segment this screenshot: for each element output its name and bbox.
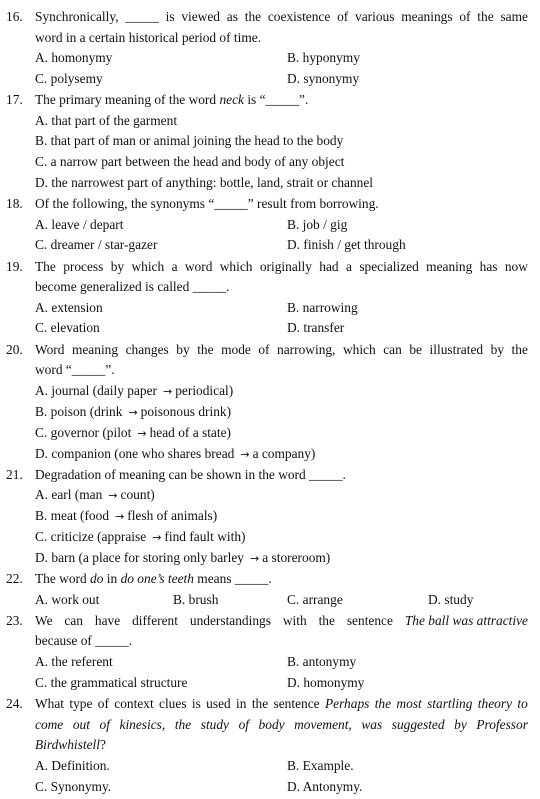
stem-word: with	[282, 613, 307, 628]
option-d[interactable]: D. Antonymy.	[287, 779, 363, 794]
stem-word: of	[97, 696, 109, 711]
option-b[interactable]	[35, 506, 217, 527]
arrow-right-icon: →	[163, 385, 173, 398]
question-number: 20.	[6, 342, 23, 357]
question-stem-line	[35, 735, 106, 755]
stem-italic: out	[72, 717, 90, 732]
stem-word: Synchronically,	[35, 9, 119, 24]
stem-word: clues	[159, 696, 187, 711]
option-target: periodical)	[175, 383, 234, 398]
option-b[interactable]: B. brush	[173, 592, 219, 607]
option-letter: C.	[35, 529, 48, 544]
arrow-right-icon: →	[240, 448, 250, 461]
stem-word: of	[337, 9, 349, 24]
question-stem-line: become generalized is called _____.	[35, 279, 230, 294]
option-d[interactable]: D. study	[428, 592, 474, 607]
stem-word: which	[219, 259, 253, 274]
stem-word: same	[500, 9, 528, 24]
option-word: companion (one who shares bread	[51, 446, 235, 461]
stem-word: which	[131, 259, 165, 274]
stem-word: coexistence	[267, 9, 331, 24]
stem-word: as	[226, 9, 238, 24]
question-number: 24.	[6, 696, 23, 711]
option-a[interactable]	[35, 485, 155, 506]
stem-italic: of	[99, 717, 110, 732]
stem-word: now	[504, 259, 528, 274]
option-word: poison (drink	[50, 404, 123, 419]
stem-italic: most	[396, 696, 422, 711]
stem-word: the	[244, 9, 262, 24]
stem-word: process	[63, 259, 104, 274]
stem-italic: neck	[219, 92, 244, 107]
stem-word: of	[258, 342, 270, 357]
option-letter: A.	[35, 383, 49, 398]
stem-italic: by	[454, 717, 467, 732]
stem-italic: The ball was attractive	[404, 613, 528, 628]
option-letter: D.	[35, 446, 49, 461]
option-letter: C.	[35, 425, 48, 440]
stem-word: illustrated	[429, 342, 484, 357]
stem-word: understandings	[189, 613, 271, 628]
stem-italic: suggested	[391, 717, 445, 732]
stem-word: _____	[125, 9, 159, 24]
stem-italic: the	[174, 717, 192, 732]
stem-word: by	[110, 259, 125, 274]
question-number: 19.	[6, 259, 23, 274]
stem-word: the	[251, 696, 269, 711]
option-b[interactable]: B. antonymy	[287, 654, 357, 669]
stem-word: The	[35, 259, 56, 274]
option-d[interactable]	[35, 548, 330, 569]
option-a[interactable]	[35, 381, 233, 402]
option-b[interactable]: B. job / gig	[287, 217, 348, 232]
option-a[interactable]: A. the referent	[35, 654, 113, 669]
stem-word: used	[206, 696, 231, 711]
stem-word: meanings	[401, 9, 453, 24]
arrow-right-icon: →	[115, 510, 125, 523]
option-word: journal (daily paper	[51, 383, 157, 398]
question-stem-line	[35, 257, 528, 277]
option-b[interactable]: B. Example.	[287, 758, 354, 773]
stem-word: mode	[221, 342, 251, 357]
stem-word: had	[319, 259, 339, 274]
stem-text: The primary meaning of the word	[35, 92, 220, 107]
option-a[interactable]: A. work out	[35, 592, 100, 607]
stem-word: which	[342, 342, 376, 357]
stem-italic: kinesics,	[119, 717, 166, 732]
option-word: earl (man	[51, 487, 103, 502]
stem-word: changes	[125, 342, 169, 357]
stem-word: a	[346, 259, 352, 274]
stem-italic: do	[90, 571, 104, 586]
stem-word: context	[114, 696, 154, 711]
stem-word: the	[477, 9, 494, 24]
option-c[interactable]	[35, 423, 231, 444]
stem-italic: do one’s teeth	[120, 571, 194, 586]
stem-word: meaning	[426, 259, 473, 274]
question-number: 22.	[6, 571, 23, 586]
stem-word: is	[165, 9, 175, 24]
stem-word: narrowing,	[277, 342, 336, 357]
stem-word: What	[35, 696, 64, 711]
option-d[interactable]: D. transfer	[287, 320, 345, 335]
option-target: head of a state)	[149, 425, 231, 440]
option-c[interactable]: C. arrange	[287, 592, 343, 607]
question-number: 18.	[6, 196, 23, 211]
option-c[interactable]: C. polysemy	[35, 71, 103, 86]
stem-word: have	[94, 613, 121, 628]
option-word: governor (pilot	[50, 425, 132, 440]
stem-word: can	[64, 613, 84, 628]
option-b[interactable]: B. narrowing	[287, 300, 358, 315]
option-d[interactable]: D. homonymy	[287, 675, 365, 690]
stem-word: the	[197, 342, 214, 357]
option-c[interactable]: C. Synonymy.	[35, 779, 112, 794]
stem-italic: Professor	[476, 717, 528, 732]
arrow-right-icon: →	[128, 406, 138, 419]
option-target: find fault with)	[164, 529, 246, 544]
stem-word: sentence	[346, 613, 393, 628]
option-d[interactable]: D. the narrowest part of anything: bottle, land, strait or channel	[35, 175, 374, 190]
stem-word: in	[236, 696, 247, 711]
question-stem-line: word “_____”.	[35, 362, 115, 377]
stem-italic: movement,	[294, 717, 352, 732]
option-b[interactable]	[35, 402, 231, 423]
option-a[interactable]: A. homonymy	[35, 50, 113, 65]
option-c[interactable]: C. a narrow part between the head and body of any object	[35, 154, 345, 169]
stem-italic: of	[238, 717, 249, 732]
stem-word: word	[184, 259, 213, 274]
question-stem: Degradation of meaning can be shown in the word _____.	[35, 467, 346, 482]
stem-word: is	[191, 696, 201, 711]
stem-word: sentence	[273, 696, 320, 711]
option-target: poisonous drink)	[140, 404, 232, 419]
stem-italic: theory	[477, 696, 513, 711]
option-target: count)	[120, 487, 155, 502]
stem-italic: body	[258, 717, 285, 732]
option-b[interactable]: B. hyponymy	[287, 50, 360, 65]
stem-word: various	[355, 9, 395, 24]
option-target: flesh of animals)	[127, 508, 218, 523]
arrow-right-icon: →	[152, 531, 162, 544]
stem-word: be	[409, 342, 422, 357]
stem-text: means _____.	[193, 571, 272, 586]
stem-word: specialized	[359, 259, 419, 274]
stem-word: type	[69, 696, 93, 711]
stem-word: has	[479, 259, 498, 274]
option-target: a storeroom)	[262, 550, 331, 565]
stem-text: is “_____”.	[243, 92, 309, 107]
stem-word: the	[318, 613, 335, 628]
question-number: 23.	[6, 613, 23, 628]
question-stem-line	[35, 611, 528, 631]
stem-word: different	[132, 613, 178, 628]
question-stem-line: because of _____.	[35, 633, 133, 648]
stem-word: meaning	[71, 342, 119, 357]
stem-word: can	[383, 342, 402, 357]
option-d[interactable]: D. synonymy	[287, 71, 360, 86]
arrow-right-icon: →	[108, 489, 118, 502]
question-stem-line	[35, 694, 528, 714]
question-stem	[35, 569, 272, 589]
question-stem-line	[35, 340, 528, 360]
stem-word: originally	[259, 259, 312, 274]
option-c[interactable]	[35, 527, 245, 548]
stem-text: The word	[35, 571, 91, 586]
option-b[interactable]: B. that part of man or animal joining the head to the body	[35, 133, 344, 148]
arrow-right-icon: →	[250, 552, 260, 565]
stem-word: a	[171, 259, 178, 274]
option-c[interactable]: C. the grammatical structure	[35, 675, 188, 690]
stem-italic: to	[517, 696, 528, 711]
option-a[interactable]: A. that part of the garment	[35, 113, 178, 128]
option-word: meat (food	[50, 508, 110, 523]
option-letter: A.	[35, 487, 49, 502]
stem-word: by	[176, 342, 190, 357]
question-number: 21.	[6, 467, 23, 482]
option-c[interactable]: C. dreamer / star-gazer	[35, 237, 158, 252]
option-d[interactable]: D. finish / get through	[287, 237, 406, 252]
option-letter: B.	[35, 508, 48, 523]
question-number: 16.	[6, 9, 23, 24]
option-a[interactable]: A. extension	[35, 300, 103, 315]
stem-italic: was	[361, 717, 383, 732]
stem-word: of	[459, 9, 471, 24]
stem-italic: the	[374, 696, 392, 711]
option-letter: D.	[35, 550, 49, 565]
option-word: barn (a place for storing only barley	[51, 550, 244, 565]
arrow-right-icon: →	[137, 427, 147, 440]
option-target: a company)	[252, 446, 316, 461]
stem-word: We	[35, 613, 53, 628]
question-stem	[35, 90, 308, 110]
stem-italic: Perhaps	[324, 696, 370, 711]
option-a[interactable]: A. leave / depart	[35, 217, 124, 232]
question-stem-line: word in a certain historical period of time.	[35, 30, 262, 45]
option-a[interactable]: A. Definition.	[35, 758, 110, 773]
option-d[interactable]	[35, 444, 315, 465]
stem-italic: come	[35, 717, 64, 732]
stem-italic: Birdwhistell	[35, 737, 100, 752]
stem-text: in	[103, 571, 121, 586]
option-word: criticize (appraise	[50, 529, 147, 544]
question-stem-line	[35, 715, 528, 735]
stem-text: ?	[99, 737, 106, 752]
stem-word: the	[511, 342, 528, 357]
stem-italic: study	[200, 717, 229, 732]
stem-word: by	[490, 342, 505, 357]
stem-italic: startling	[427, 696, 473, 711]
question-stem: Of the following, the synonyms “_____” result from borrowing.	[35, 196, 379, 211]
question-number: 17.	[6, 92, 23, 107]
question-stem-line	[35, 7, 528, 27]
option-letter: B.	[35, 404, 48, 419]
option-c[interactable]: C. elevation	[35, 320, 100, 335]
stem-word: viewed	[181, 9, 220, 24]
stem-word: Word	[35, 342, 65, 357]
